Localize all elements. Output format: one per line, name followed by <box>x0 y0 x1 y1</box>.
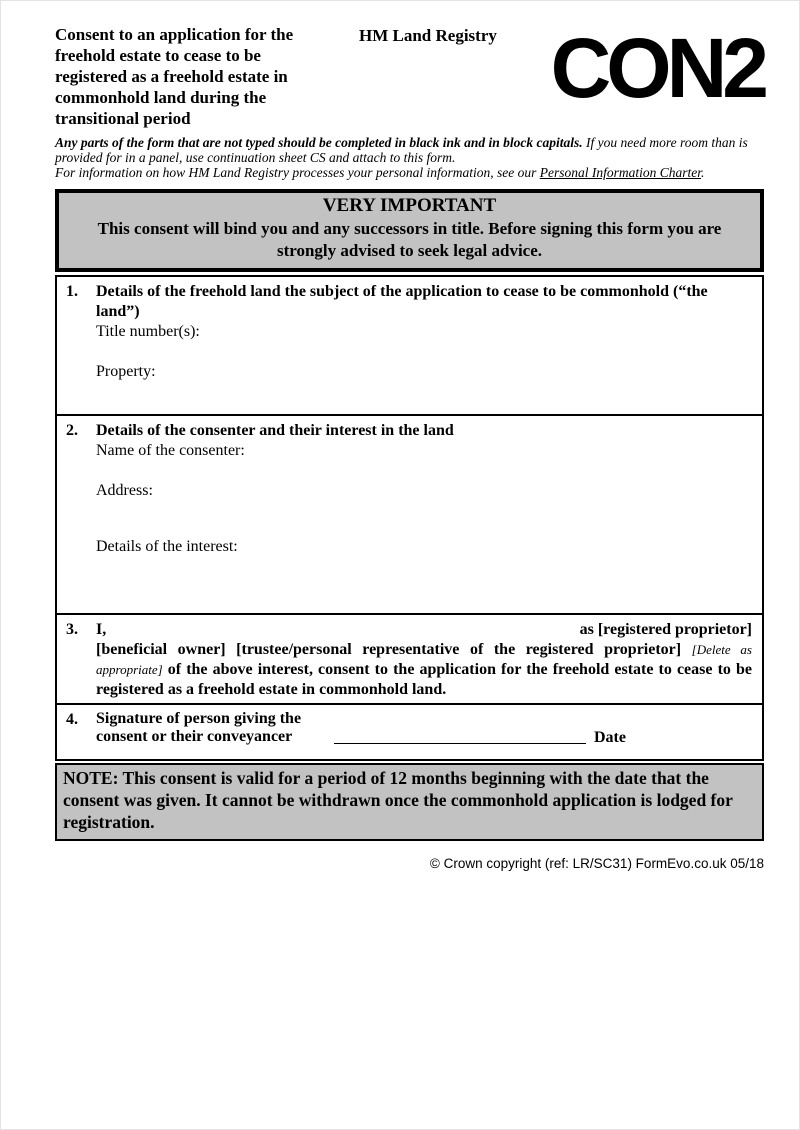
panel-2-consenter-details <box>57 414 762 613</box>
property-label: Property: <box>96 362 156 380</box>
panel-3-consent-statement <box>57 613 762 703</box>
instructions-bold-text: Any parts of the form that are not typed should be completed in black ink and in block capitals. <box>55 134 583 150</box>
capacity-options-text: [beneficial owner] [trustee/personal representative of the registered proprietor] <box>96 640 692 658</box>
form-title: Consent to an application for the freehold estate to cease to be registered as a freehold estate in commonhold land during the transitional period <box>55 25 294 128</box>
privacy-text-suffix: . <box>701 164 705 180</box>
panel-2-body <box>96 421 752 613</box>
panel-4-signature <box>57 703 762 759</box>
address-label: Address: <box>96 481 153 499</box>
form-code: CON2 <box>550 21 764 115</box>
registry-name: HM Land Registry <box>359 26 497 45</box>
property-input-area[interactable] <box>96 382 752 414</box>
panel-3-number: 3. <box>66 620 78 638</box>
personal-information-charter-link[interactable]: Personal Information Charter <box>539 164 701 180</box>
note-box: NOTE: This consent is valid for a period of 12 months beginning with the date that the consent was given. It cannot be withdrawn once the commonhold application is lodged for registration. <box>55 763 764 842</box>
panel-2-number: 2. <box>66 421 78 439</box>
interest-details-input-area[interactable] <box>96 557 752 613</box>
signature-label <box>96 710 324 747</box>
signature-label-line-2: consent or their conveyancer <box>96 728 293 746</box>
consenter-name-label: Name of the consenter: <box>96 441 245 459</box>
consenter-name-fill-area[interactable] <box>106 620 579 640</box>
very-important-box <box>55 189 764 272</box>
signature-label-line-1: Signature of person giving the <box>96 709 302 727</box>
consent-declaration-text: of the above interest, consent to the application for the freehold estate to cease to be registered as a freehold estate in commonhold land. <box>96 660 752 698</box>
interest-details-label: Details of the interest: <box>96 537 238 555</box>
address-input-area[interactable] <box>96 501 752 537</box>
form-header <box>55 21 764 130</box>
panel-1-land-details <box>57 277 762 414</box>
consent-statement-line-1 <box>96 620 752 640</box>
very-important-body: This consent will bind you and any successors in title. Before signing this form you are strongly advised to seek legal advice. <box>97 218 722 260</box>
panel-1-heading: Details of the freehold land the subject of the application to cease to be commonhold (“the land”) <box>96 282 708 320</box>
very-important-heading: VERY IMPORTANT <box>322 194 497 216</box>
panel-2-heading: Details of the consenter and their interest in the land <box>96 421 454 439</box>
privacy-text-prefix: For information on how HM Land Registry processes your personal information, see our <box>55 164 540 180</box>
panel-3-body <box>96 620 752 703</box>
i-label: I, <box>96 620 107 638</box>
form-panels-table <box>55 275 764 761</box>
date-label: Date <box>594 728 626 746</box>
signature-line[interactable] <box>334 724 586 744</box>
title-numbers-label: Title number(s): <box>96 322 200 340</box>
panel-1-number: 1. <box>66 282 78 300</box>
form-instructions <box>55 135 764 180</box>
consenter-name-input-area[interactable] <box>96 461 752 481</box>
title-numbers-input-area[interactable] <box>96 342 752 362</box>
form-content <box>55 21 764 872</box>
copyright-footer: © Crown copyright (ref: LR/SC31) FormEvo.co.uk 05/18 <box>429 856 764 872</box>
consent-statement-paragraph <box>96 640 752 700</box>
panel-4-body <box>96 710 752 759</box>
delete-as-appropriate-note: [Delete as appropriate] <box>96 641 752 677</box>
panel-1-body <box>96 282 752 414</box>
registered-proprietor-label: as [registered proprietor] <box>579 620 752 638</box>
instructions-rest-text: If you need more room than is provided for in a panel, use continuation sheet CS and attach to this form. <box>55 134 748 165</box>
panel-4-number: 4. <box>66 710 78 728</box>
